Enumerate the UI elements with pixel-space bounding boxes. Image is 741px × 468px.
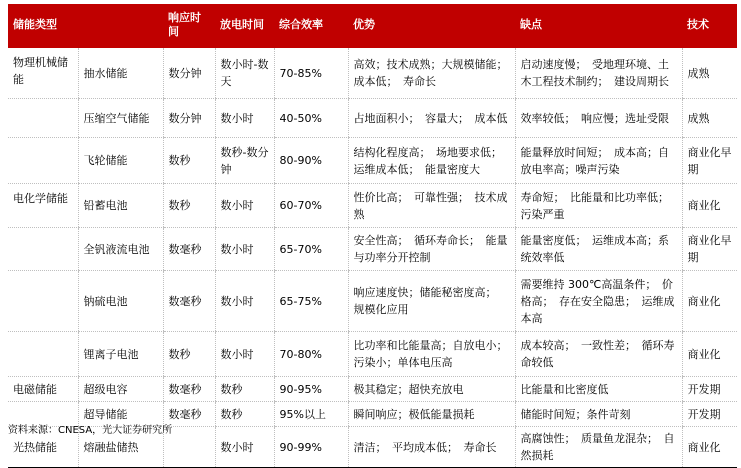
advantage-cell: 占地面积小； 容量大； 成本低	[348, 99, 515, 138]
efficiency-cell: 60-70%	[274, 184, 348, 228]
category-cell	[8, 271, 78, 332]
disadvantage-cell: 储能时间短；条件苛刻	[515, 402, 682, 427]
response-cell: 数分钟	[163, 99, 215, 138]
efficiency-cell: 90-95%	[274, 377, 348, 402]
discharge-cell: 数小时	[215, 427, 274, 468]
category-cell	[8, 228, 78, 271]
name-cell: 超导储能	[78, 402, 163, 427]
discharge-cell: 数小时	[215, 99, 274, 138]
technology-cell: 商业化早期	[682, 138, 737, 184]
discharge-cell: 数小时	[215, 332, 274, 377]
name-cell: 压缩空气储能	[78, 99, 163, 138]
source-note: 资料来源：CNESA，光大证券研究所	[8, 425, 173, 436]
table-row	[8, 332, 737, 377]
disadvantage-cell: 能量密度低； 运维成本高；系统效率低	[515, 228, 682, 271]
header-storage-type: 储能类型	[8, 4, 78, 47]
efficiency-cell: 70-80%	[274, 332, 348, 377]
discharge-cell: 数秒-数分钟	[215, 138, 274, 184]
disadvantage-cell: 成本较高； 一致性差； 循环寿命较低	[515, 332, 682, 377]
disadvantage-cell: 寿命短； 比能量和比功率低；污染严重	[515, 184, 682, 228]
category-cell	[8, 99, 78, 138]
name-cell: 铅蓄电池	[78, 184, 163, 228]
efficiency-cell: 90-99%	[274, 427, 348, 468]
efficiency-cell: 65-75%	[274, 271, 348, 332]
disadvantage-cell: 效率较低； 响应慢；选址受限	[515, 99, 682, 138]
advantage-cell: 清洁； 平均成本低； 寿命长	[348, 427, 515, 468]
category-cell: 电化学储能	[8, 184, 78, 228]
technology-cell: 开发期	[682, 402, 737, 427]
discharge-cell: 数秒	[215, 402, 274, 427]
table-row	[8, 47, 737, 99]
header-name	[78, 4, 163, 47]
response-cell: 数毫秒	[163, 228, 215, 271]
name-cell: 熔融盐储热	[78, 427, 163, 468]
category-cell: 光热储能	[8, 427, 78, 468]
efficiency-cell: 95%以上	[274, 402, 348, 427]
header-response-time: 响应时间	[163, 4, 215, 47]
category-cell: 物理机械储能	[8, 47, 78, 99]
table-row	[8, 377, 737, 402]
response-cell: 数毫秒	[163, 377, 215, 402]
technology-cell: 商业化	[682, 184, 737, 228]
name-cell: 全钒液流电池	[78, 228, 163, 271]
header-efficiency: 综合效率	[274, 4, 348, 47]
response-cell: 数秒	[163, 138, 215, 184]
disadvantage-cell: 高腐蚀性； 质量鱼龙混杂； 自然损耗	[515, 427, 682, 468]
efficiency-cell: 65-70%	[274, 228, 348, 271]
name-cell: 钠硫电池	[78, 271, 163, 332]
header-row	[8, 4, 737, 47]
name-cell: 锂离子电池	[78, 332, 163, 377]
discharge-cell: 数小时	[215, 184, 274, 228]
efficiency-cell: 40-50%	[274, 99, 348, 138]
response-cell: 数秒	[163, 332, 215, 377]
efficiency-cell: 70-85%	[274, 47, 348, 99]
advantage-cell: 性价比高； 可靠性强； 技术成熟	[348, 184, 515, 228]
advantage-cell: 响应速度快；储能秘密度高； 规模化应用	[348, 271, 515, 332]
energy-storage-comparison-table	[8, 4, 737, 468]
discharge-cell: 数小时-数天	[215, 47, 274, 99]
disadvantage-cell: 能量释放时间短； 成本高；自放电率高；噪声污染	[515, 138, 682, 184]
table-row	[8, 184, 737, 228]
header-advantage: 优势	[348, 4, 515, 47]
disadvantage-cell: 启动速度慢； 受地理环境、土木工程技术制约； 建设周期长	[515, 47, 682, 99]
advantage-cell: 安全性高； 循环寿命长； 能量与功率分开控制	[348, 228, 515, 271]
technology-cell: 开发期	[682, 377, 737, 402]
name-cell: 抽水储能	[78, 47, 163, 99]
table-row	[8, 138, 737, 184]
discharge-cell: 数秒	[215, 377, 274, 402]
header-technology: 技术	[682, 4, 737, 47]
table-row	[8, 228, 737, 271]
table-row	[8, 271, 737, 332]
category-cell: 电磁储能	[8, 377, 78, 402]
response-cell: 数毫秒	[163, 271, 215, 332]
table-row	[8, 99, 737, 138]
header-discharge-time: 放电时间	[215, 4, 274, 47]
response-cell: 数分钟	[163, 47, 215, 99]
advantage-cell: 极其稳定；超快充放电	[348, 377, 515, 402]
disadvantage-cell: 比能量和比密度低	[515, 377, 682, 402]
category-cell	[8, 138, 78, 184]
disadvantage-cell: 需要维持 300℃高温条件； 价格高； 存在安全隐患； 运维成本高	[515, 271, 682, 332]
advantage-cell: 瞬间响应；极低能量损耗	[348, 402, 515, 427]
technology-cell: 成熟	[682, 47, 737, 99]
name-cell: 超级电容	[78, 377, 163, 402]
technology-cell: 商业化	[682, 271, 737, 332]
efficiency-cell: 80-90%	[274, 138, 348, 184]
name-cell: 飞轮储能	[78, 138, 163, 184]
response-cell: 数秒	[163, 184, 215, 228]
advantage-cell: 高效；技术成熟；大规模储能；成本低； 寿命长	[348, 47, 515, 99]
advantage-cell: 结构化程度高； 场地要求低；运维成本低； 能量密度大	[348, 138, 515, 184]
technology-cell: 商业化早期	[682, 228, 737, 271]
header-disadvantage: 缺点	[515, 4, 682, 47]
discharge-cell: 数小时	[215, 271, 274, 332]
advantage-cell: 比功率和比能量高；自放电小；污染小；单体电压高	[348, 332, 515, 377]
technology-cell: 商业化	[682, 332, 737, 377]
technology-cell: 成熟	[682, 99, 737, 138]
technology-cell: 商业化	[682, 427, 737, 468]
category-cell	[8, 332, 78, 377]
discharge-cell: 数小时	[215, 228, 274, 271]
response-cell: 数毫秒	[163, 402, 215, 427]
